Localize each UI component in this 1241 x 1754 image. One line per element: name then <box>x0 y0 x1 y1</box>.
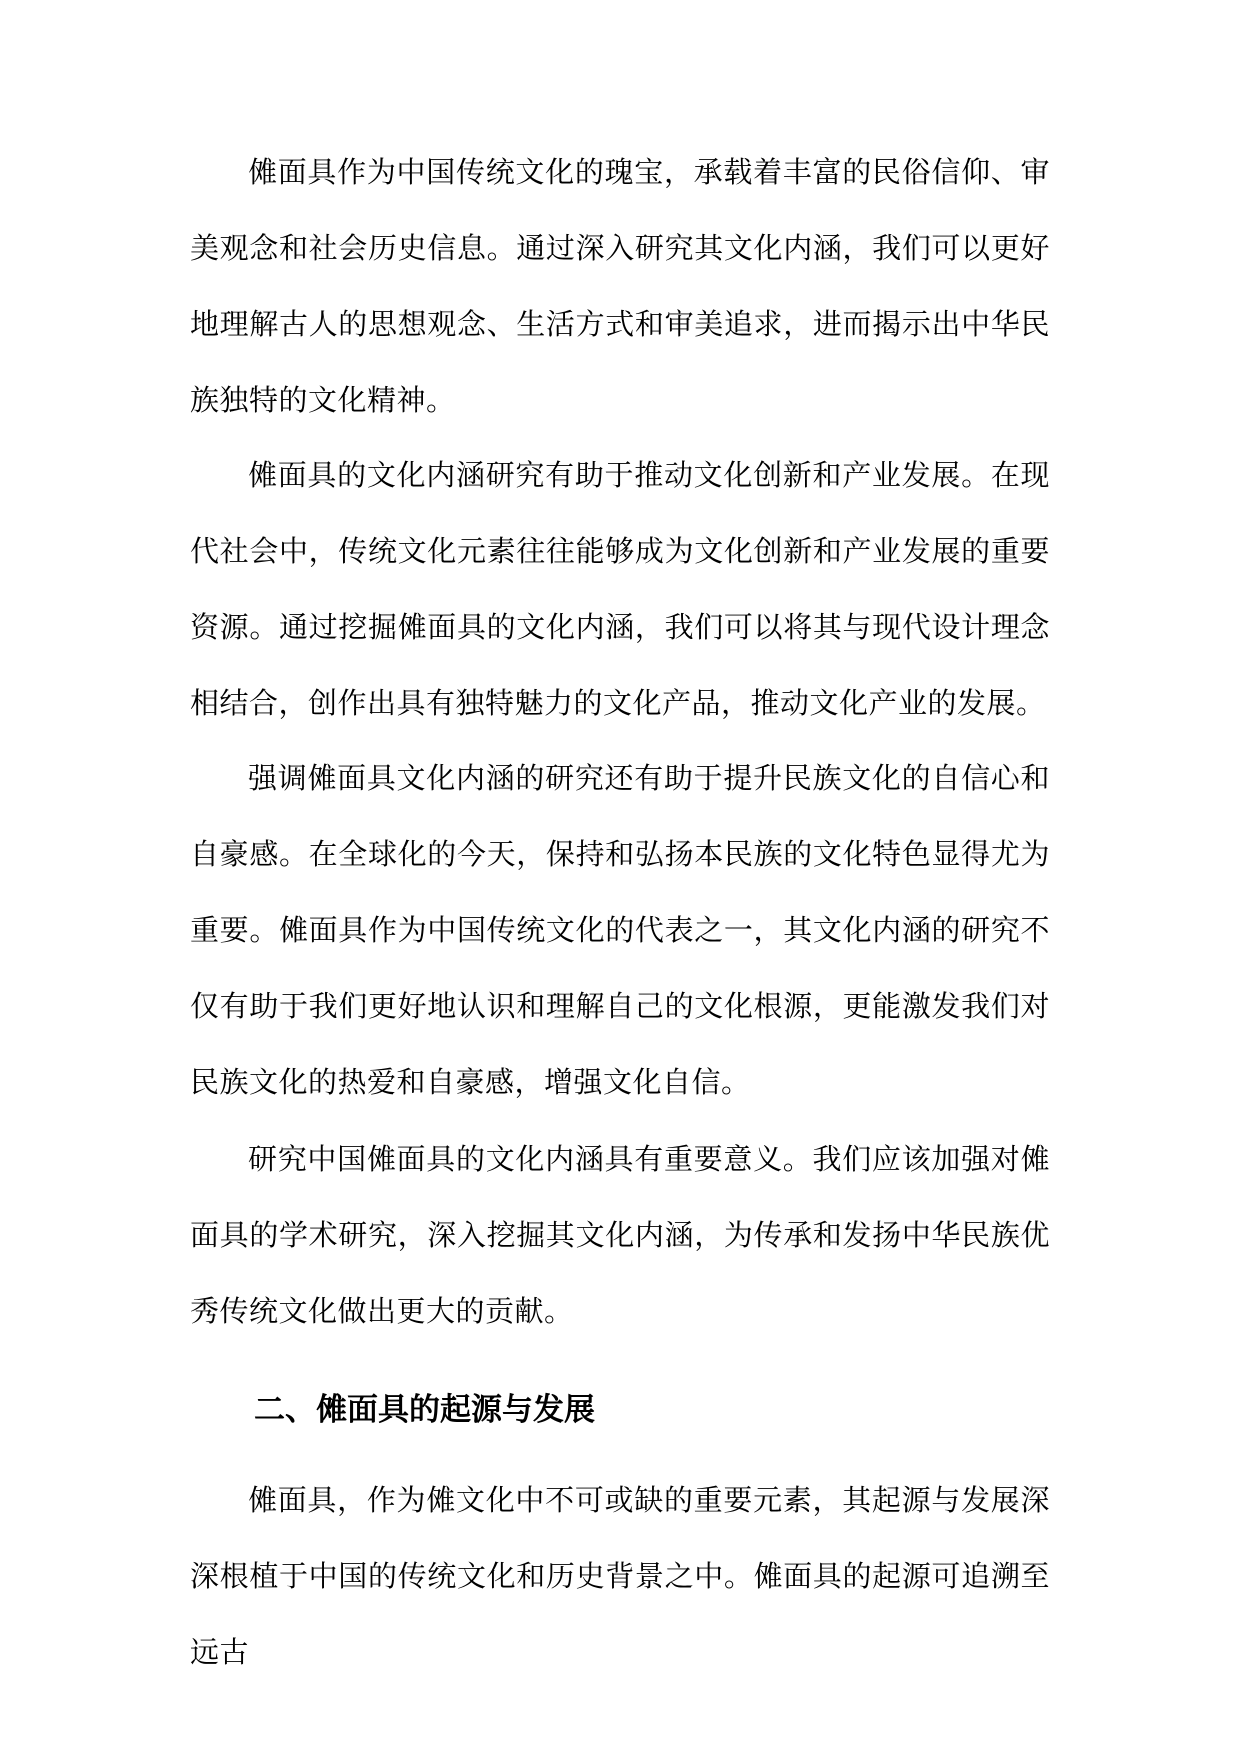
section-heading: 二、傩面具的起源与发展 <box>254 1392 595 1428</box>
body-paragraph: 强调傩面具文化内涵的研究还有助于提升民族文化的自信心和自豪感。在全球化的今天，保持和弘扬本民族的文化特色显得尤为重要。傩面具作为中国传统文化的代表之一，其文化内涵的研究不仅有助于我们更好地认识和理解自己的文化根源，更能激发我们对民族文化的热爱和自豪感，增强文化自信。 <box>190 761 1050 1099</box>
body-paragraph: 傩面具的文化内涵研究有助于推动文化创新和产业发展。在现代社会中，传统文化元素往往能够成为文化创新和产业发展的重要资源。通过挖掘傩面具的文化内涵，我们可以将其与现代设计理念相结合，创作出具有独特魅力的文化产品，推动文化产业的发展。 <box>190 458 1050 720</box>
body-paragraph: 研究中国傩面具的文化内涵具有重要意义。我们应该加强对傩面具的学术研究，深入挖掘其文化内涵，为传承和发扬中华民族优秀传统文化做出更大的贡献。 <box>190 1142 1050 1328</box>
section-body-paragraph: 傩面具，作为傩文化中不可或缺的重要元素，其起源与发展深深根植于中国的传统文化和历史背景之中。傩面具的起源可追溯至远古 <box>190 1483 1050 1669</box>
body-paragraph: 傩面具作为中国传统文化的瑰宝，承载着丰富的民俗信仰、审美观念和社会历史信息。通过深入研究其文化内涵，我们可以更好地理解古人的思想观念、生活方式和审美追求，进而揭示出中华民族独特的文化精神。 <box>190 155 1050 417</box>
